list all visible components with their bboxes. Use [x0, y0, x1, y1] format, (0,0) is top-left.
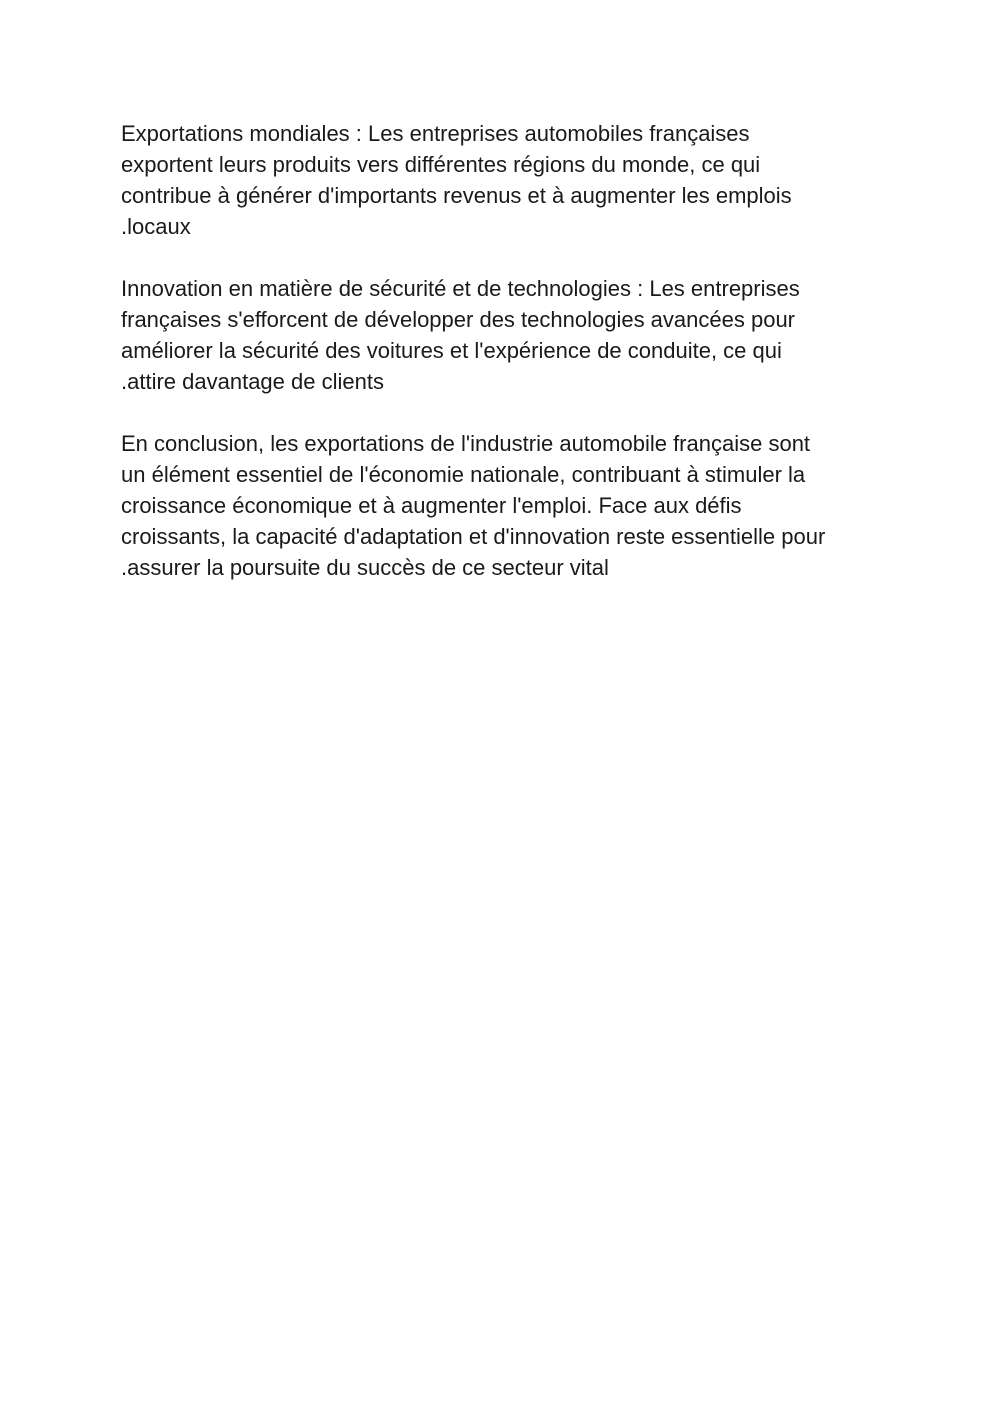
paragraph-line: .attire davantage de clients — [121, 369, 384, 394]
paragraph-line: améliorer la sécurité des voitures et l'expérience de conduite, ce qui — [121, 338, 782, 363]
paragraph-line: En conclusion, les exportations de l'industrie automobile française sont — [121, 431, 811, 456]
paragraph-line: Innovation en matière de sécurité et de technologies : Les entreprises — [121, 276, 800, 301]
paragraph-line: contribue à générer d'importants revenus et à augmenter les emplois — [121, 183, 792, 208]
paragraph-line: croissance économique et à augmenter l'emploi. Face aux défis — [121, 493, 742, 518]
paragraph-line: françaises s'efforcent de développer des technologies avancées pour — [121, 307, 796, 332]
paragraph-conclusion — [121, 428, 901, 583]
paragraph-line: .assurer la poursuite du succès de ce secteur vital — [121, 555, 609, 580]
paragraph-line: exportent leurs produits vers différentes régions du monde, ce qui — [121, 152, 761, 177]
paragraph-innovation — [121, 273, 901, 397]
paragraph-line: un élément essentiel de l'économie nationale, contribuant à stimuler la — [121, 462, 806, 487]
paragraph-line: croissants, la capacité d'adaptation et d'innovation reste essentielle pour — [121, 524, 826, 549]
paragraph-line: .locaux — [121, 214, 191, 239]
document-body — [121, 118, 901, 614]
paragraph-exports — [121, 118, 901, 242]
paragraph-line: Exportations mondiales : Les entreprises automobiles françaises — [121, 121, 750, 146]
